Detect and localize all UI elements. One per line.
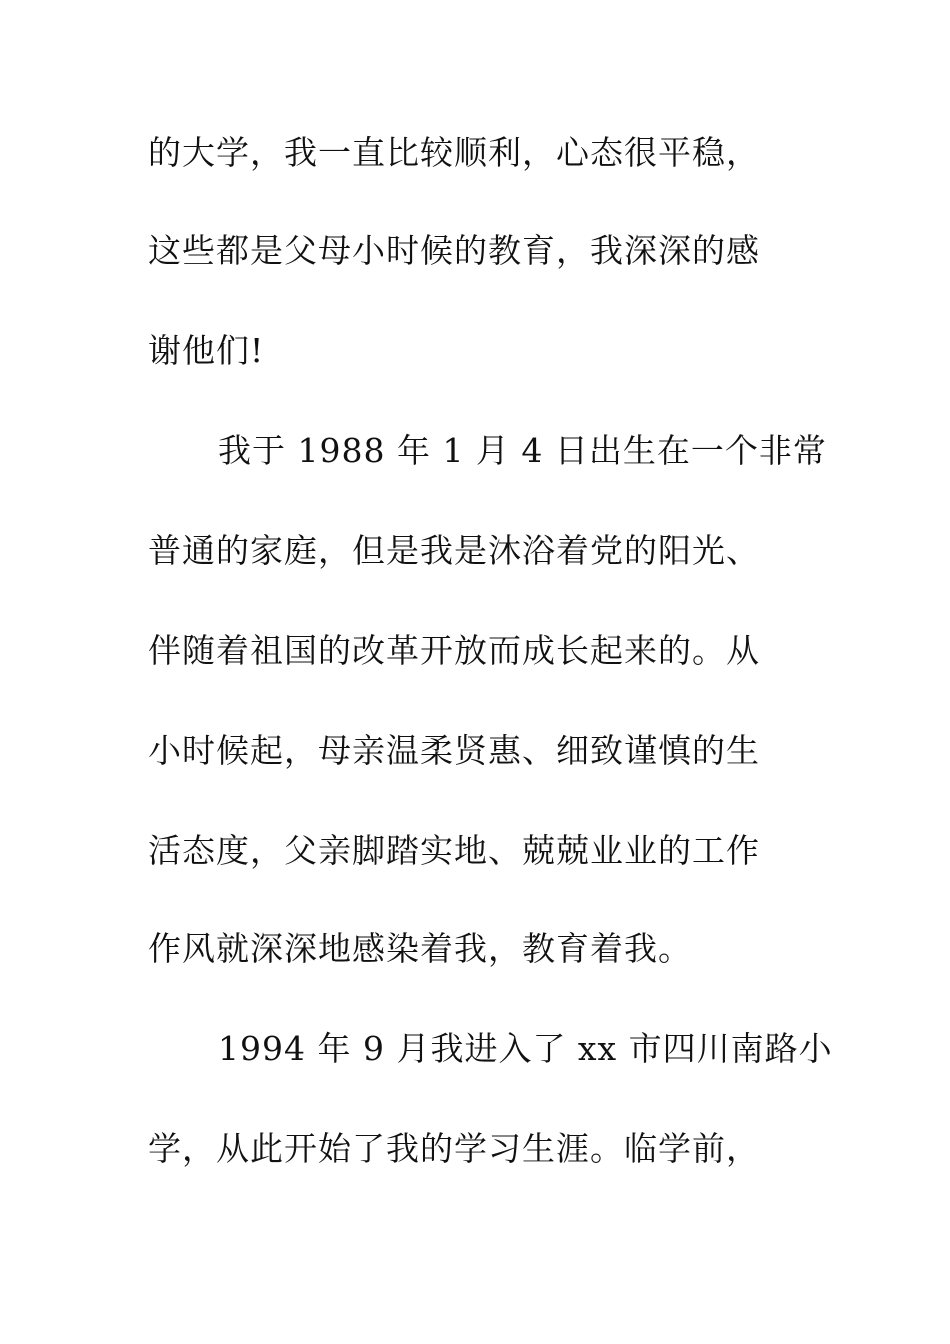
paragraph-first-line: 我于 1988 年 1 月 4 日出生在一个非常 [218,431,827,470]
text-line: 作风就深深地感染着我，教育着我。 [148,929,692,968]
text-line: 小时候起，母亲温柔贤惠、细致谨慎的生 [148,731,760,770]
text-line: 活态度，父亲脚踏实地、兢兢业业的工作 [148,831,760,870]
text-line: 普通的家庭，但是我是沐浴着党的阳光、 [148,531,760,570]
paragraph-first-line: 1994 年 9 月我进入了 xx 市四川南路小 [218,1029,833,1068]
text-line: 学，从此开始了我的学习生涯。临学前， [148,1129,760,1168]
text-line: 伴随着祖国的改革开放而成长起来的。从 [148,631,760,670]
text-line: 的大学，我一直比较顺利，心态很平稳， [148,133,760,172]
text-line: 这些都是父母小时候的教育，我深深的感 [148,231,760,270]
text-line: 谢他们! [148,331,265,370]
